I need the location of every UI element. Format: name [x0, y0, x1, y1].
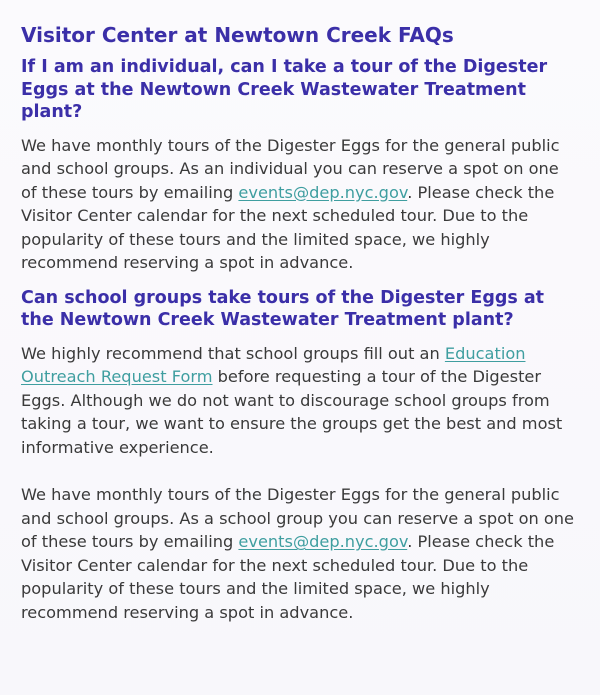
faq-answer-school-groups-tours: [21, 483, 578, 624]
faq-question-individual: If I am an individual, can I take a tour of the Digester Eggs at the Newtown Creek Wastewater Treatment plant?: [21, 57, 548, 122]
answer-text: . Please check the Visitor Center calendar for the next scheduled tour. Due to the popularity of these tours and the limited space, we highly recommend reserving a spot in advance.: [21, 182, 555, 272]
answer-text: We highly recommend that school groups fill out an: [21, 343, 445, 363]
email-link[interactable]: events@dep.nyc.gov: [238, 182, 408, 202]
faq-answer-school-groups-recommendation: [21, 342, 578, 460]
answer-text: We have monthly tours of the Digester Eggs for the general public and school groups. As a school group you can reserve a spot on one of these tours by emailing: [21, 485, 575, 551]
faq-section-school-groups: [21, 287, 578, 625]
page-title: Visitor Center at Newtown Creek FAQs: [21, 23, 454, 47]
answer-text: . Please check the Visitor Center calendar for the next scheduled tour. Due to the popularity of these tours and the limited space, we highly recommend reserving a spot in advance.: [21, 532, 555, 622]
email-link[interactable]: events@dep.nyc.gov: [238, 532, 408, 551]
faq-section-individual: [21, 56, 578, 275]
faq-question-school-groups: Can school groups take tours of the Digester Eggs at the Newtown Creek Wastewater Treatment plant?: [21, 287, 545, 330]
education-outreach-form-link[interactable]: Education Outreach Request Form: [21, 343, 526, 386]
answer-text: before requesting a tour of the Digester Eggs. Although we do not want to discourage school groups from taking a tour, we want to ensure the groups get the best and most informative experience.: [21, 367, 563, 457]
answer-text: We have monthly tours of the Digester Eggs for the general public and school groups. As an individual you can reserve a spot on one of these tours by emailing: [21, 135, 560, 202]
faq-answer-individual: [21, 134, 578, 275]
